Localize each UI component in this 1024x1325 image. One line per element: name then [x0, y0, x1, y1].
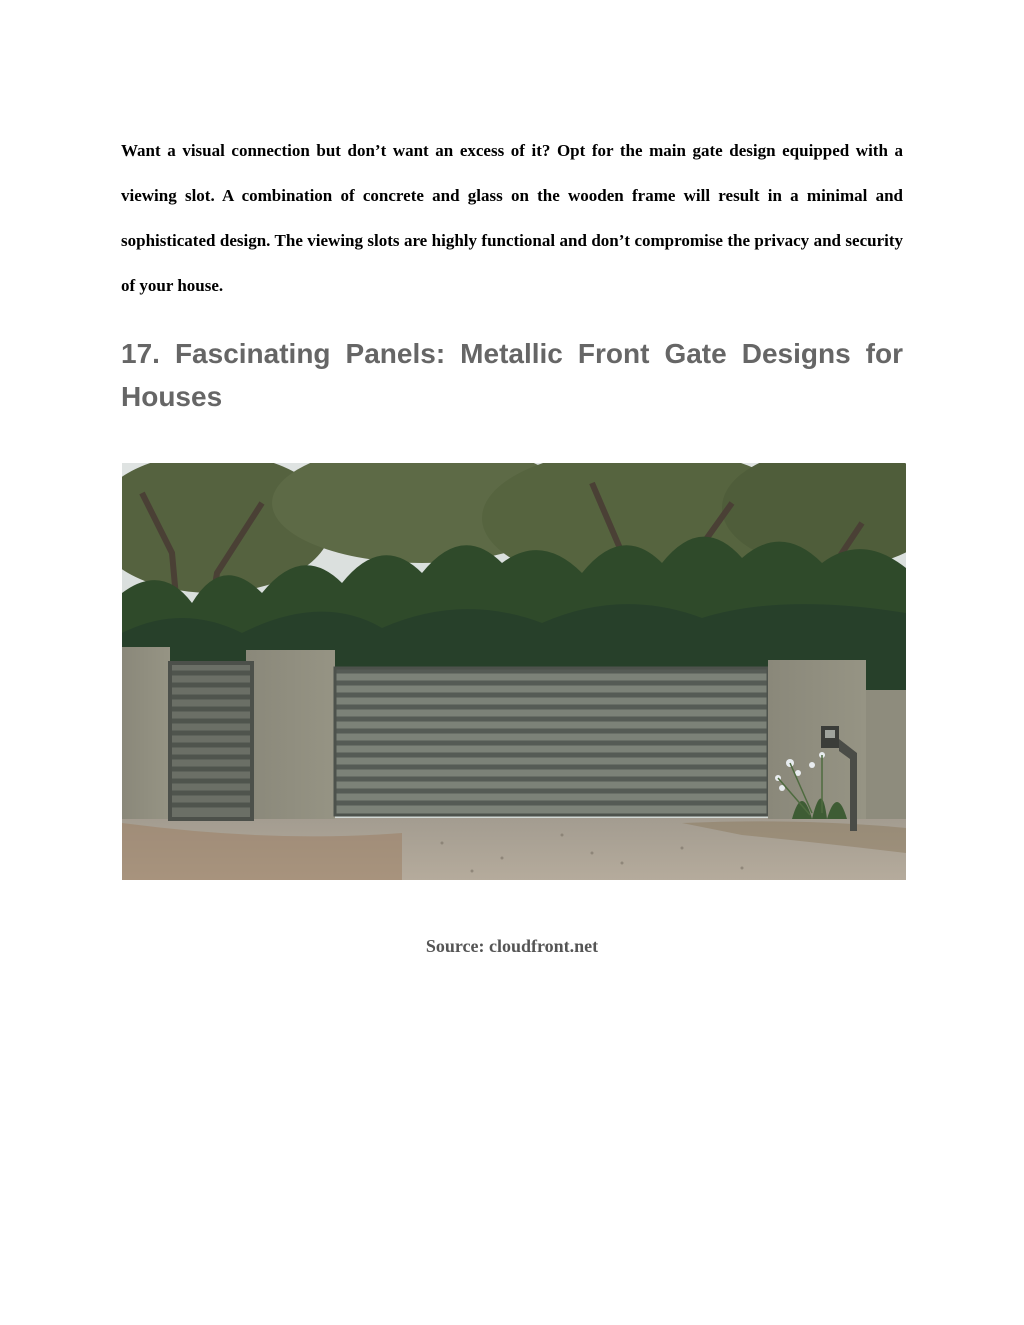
body-paragraph: Want a visual connection but don’t want an excess of it? Opt for the main gate design equipped with a viewing slot. A combination of concrete and glass on the wooden frame will result in a minimal and sophisticated design. The viewing slots are highly functional and don’t compromise the privacy and security of your house. [121, 141, 903, 295]
section-heading: 17. Fascinating Panels: Metallic Front Gate Designs for Houses [121, 338, 903, 412]
pedestrian-gate [170, 663, 252, 819]
gate-photo [122, 463, 906, 880]
main-gate [335, 668, 768, 815]
image-source-caption: Source: cloudfront.net [425, 936, 599, 956]
